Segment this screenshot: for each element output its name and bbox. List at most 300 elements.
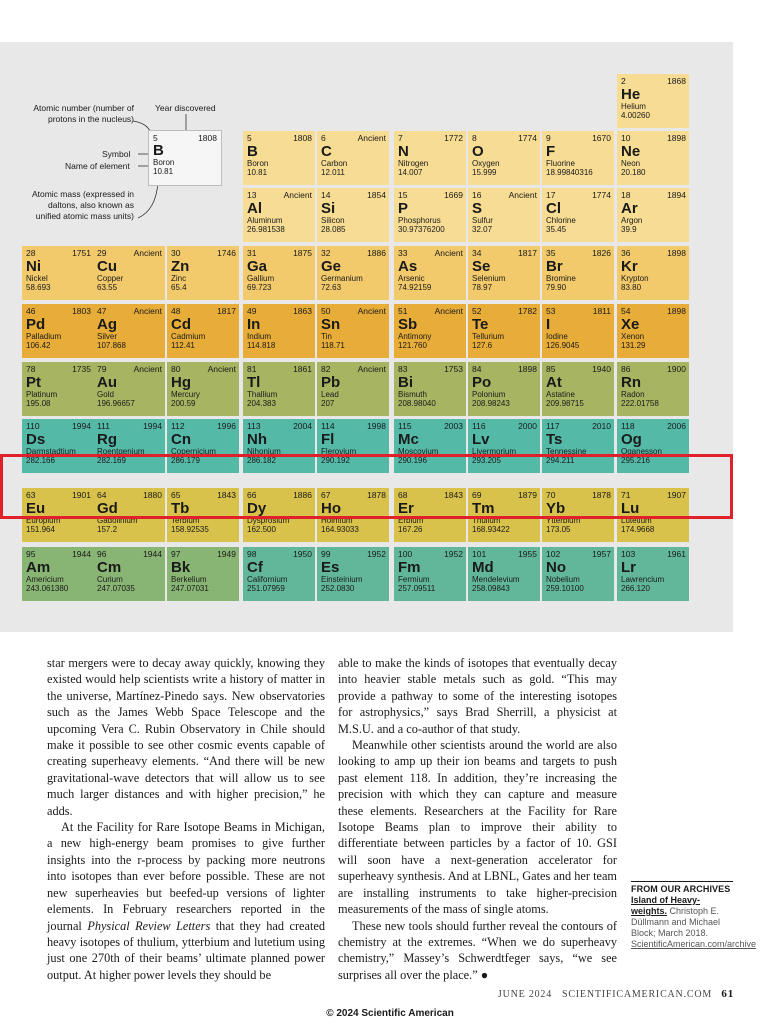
atomic-mass: 4.00260 bbox=[621, 111, 650, 120]
element-cell-einsteinium bbox=[317, 547, 389, 601]
atomic-number: 35 bbox=[546, 248, 556, 258]
element-name: Gallium bbox=[247, 274, 275, 283]
element-cell-silver bbox=[93, 304, 165, 358]
atomic-mass: 32.07 bbox=[472, 225, 493, 234]
year-discovered: Ancient bbox=[357, 306, 386, 316]
year-discovered: 1803 bbox=[72, 306, 91, 316]
year-discovered: 1898 bbox=[667, 248, 686, 258]
element-symbol: Pt bbox=[26, 374, 41, 391]
element-name: Bromine bbox=[546, 274, 576, 283]
atomic-mass: 30.97376200 bbox=[398, 225, 445, 234]
year-discovered: 1843 bbox=[444, 490, 463, 500]
year-discovered: Ancient bbox=[133, 364, 162, 374]
element-symbol: Bk bbox=[171, 559, 191, 576]
element-symbol: Cm bbox=[97, 559, 122, 576]
atomic-mass: 127.6 bbox=[472, 341, 493, 350]
element-cell-fermium bbox=[394, 547, 466, 601]
element-cell-carbon bbox=[317, 131, 389, 185]
year-discovered: 1863 bbox=[293, 306, 312, 316]
archives-article-link[interactable]: Island of Heavy-weights. bbox=[631, 895, 701, 916]
element-name: Astatine bbox=[546, 390, 575, 399]
element-cell-gold bbox=[93, 362, 165, 416]
atomic-number: 2 bbox=[621, 76, 626, 86]
atomic-mass: 252.0830 bbox=[321, 584, 355, 593]
element-name: Cadmium bbox=[171, 332, 206, 341]
element-cell-helium bbox=[617, 74, 689, 128]
element-name: Roentgenium bbox=[97, 447, 145, 456]
atomic-number: 30 bbox=[171, 248, 181, 258]
legend-name-label: Name of element bbox=[65, 161, 130, 171]
atomic-mass: 294.211 bbox=[546, 456, 575, 465]
element-cell-zinc bbox=[167, 246, 239, 300]
year-discovered: 1898 bbox=[667, 306, 686, 316]
atomic-mass: 14.007 bbox=[398, 168, 423, 177]
element-symbol: Tl bbox=[247, 374, 261, 391]
element-cell-oganesson bbox=[617, 419, 689, 473]
element-symbol: Si bbox=[321, 200, 336, 217]
element-name: Fluorine bbox=[546, 159, 575, 168]
element-name: Indium bbox=[247, 332, 272, 341]
atomic-number: 96 bbox=[97, 549, 107, 559]
year-discovered: 1670 bbox=[592, 133, 611, 143]
element-cell-phosphorus bbox=[394, 188, 466, 242]
atomic-mass: 157.2 bbox=[97, 525, 118, 534]
atomic-number: 16 bbox=[472, 190, 482, 200]
atomic-mass: 83.80 bbox=[621, 283, 642, 292]
atomic-number: 114 bbox=[321, 421, 335, 431]
year-discovered: 1944 bbox=[143, 549, 162, 559]
element-cell-copper bbox=[93, 246, 165, 300]
element-cell-selenium bbox=[468, 246, 540, 300]
element-cell-nickel bbox=[22, 246, 94, 300]
year-discovered: 1952 bbox=[367, 549, 386, 559]
atomic-number: 100 bbox=[398, 549, 413, 559]
element-cell-silicon bbox=[317, 188, 389, 242]
element-cell-lead bbox=[317, 362, 389, 416]
element-cell-erbium bbox=[394, 488, 466, 542]
element-cell-iodine bbox=[542, 304, 614, 358]
element-symbol: Br bbox=[546, 258, 563, 275]
year-discovered: Ancient bbox=[357, 133, 386, 143]
year-discovered: 1879 bbox=[518, 490, 537, 500]
element-symbol: Ni bbox=[26, 258, 41, 275]
atomic-number: 70 bbox=[546, 490, 556, 500]
atomic-mass: 28.085 bbox=[321, 225, 346, 234]
atomic-mass: 118.71 bbox=[321, 341, 345, 350]
legend-symbol-label: Symbol bbox=[102, 149, 131, 159]
element-name: Mendelevium bbox=[472, 575, 520, 584]
atomic-number: 10 bbox=[621, 133, 631, 143]
element-symbol: Es bbox=[321, 559, 340, 576]
atomic-mass: 39.9 bbox=[621, 225, 637, 234]
atomic-mass: 247.07035 bbox=[97, 584, 135, 593]
page-number: 61 bbox=[721, 988, 734, 1000]
atomic-number: 7 bbox=[398, 133, 403, 143]
element-cell-neon bbox=[617, 131, 689, 185]
atomic-number: 69 bbox=[472, 490, 482, 500]
atomic-mass: 258.09843 bbox=[472, 584, 510, 593]
atomic-mass: 151.964 bbox=[26, 525, 55, 534]
element-cell-gadolinium bbox=[93, 488, 165, 542]
atomic-number: 118 bbox=[621, 421, 635, 431]
atomic-number: 115 bbox=[398, 421, 412, 431]
element-name: Oxygen bbox=[472, 159, 500, 168]
atomic-mass: 15.999 bbox=[472, 168, 497, 177]
atomic-mass: 79.90 bbox=[546, 283, 567, 292]
element-name: Darmstadtium bbox=[26, 447, 76, 456]
element-cell-cadmium bbox=[167, 304, 239, 358]
element-symbol: F bbox=[546, 143, 556, 160]
year-discovered: 1950 bbox=[293, 549, 312, 559]
year-discovered: 1961 bbox=[667, 549, 686, 559]
year-discovered: 1878 bbox=[367, 490, 386, 500]
element-name: Polonium bbox=[472, 390, 506, 399]
atomic-mass: 65.4 bbox=[171, 283, 187, 292]
element-name: Mercury bbox=[171, 390, 200, 399]
element-cell-mendelevium bbox=[468, 547, 540, 601]
element-cell-germanium bbox=[317, 246, 389, 300]
element-name: Oganesson bbox=[621, 447, 662, 456]
element-name: Arsenic bbox=[398, 274, 425, 283]
atomic-number: 101 bbox=[472, 549, 487, 559]
element-name: Lead bbox=[321, 390, 339, 399]
atomic-mass: 158.92535 bbox=[171, 525, 209, 534]
year-discovered: 1826 bbox=[592, 248, 611, 258]
element-name: Americium bbox=[26, 575, 64, 584]
element-cell-bismuth bbox=[394, 362, 466, 416]
year-discovered: 1774 bbox=[518, 133, 537, 143]
atomic-mass: 164.93033 bbox=[321, 525, 359, 534]
element-cell-nihonium bbox=[243, 419, 315, 473]
element-name: Thulium bbox=[472, 516, 501, 525]
element-symbol: Ga bbox=[247, 258, 268, 275]
atomic-mass: 282.166 bbox=[26, 456, 55, 465]
element-symbol: Er bbox=[398, 500, 414, 517]
year-discovered: 1868 bbox=[667, 76, 686, 86]
legend-sample-cell bbox=[148, 130, 222, 186]
element-symbol: Md bbox=[472, 559, 494, 576]
year-discovered: Ancient bbox=[434, 248, 463, 258]
page-footer bbox=[498, 988, 734, 1000]
element-cell-darmstadtium bbox=[22, 419, 94, 473]
atomic-number: 63 bbox=[26, 490, 36, 500]
element-name: Krypton bbox=[621, 274, 649, 283]
element-cell-terbium bbox=[167, 488, 239, 542]
element-name: Platinum bbox=[26, 390, 58, 399]
article-col1-paragraph-2 bbox=[47, 819, 325, 983]
atomic-mass: 162.500 bbox=[247, 525, 276, 534]
atomic-mass: 208.98243 bbox=[472, 399, 510, 408]
element-symbol: Yb bbox=[546, 500, 566, 517]
element-name: Gadolinium bbox=[97, 516, 138, 525]
footer-date: JUNE 2024 bbox=[497, 989, 553, 1000]
atomic-number: 95 bbox=[26, 549, 36, 559]
year-discovered: 1886 bbox=[293, 490, 312, 500]
element-cell-chlorine bbox=[542, 188, 614, 242]
atomic-number: 86 bbox=[621, 364, 631, 374]
year-discovered: 1878 bbox=[592, 490, 611, 500]
element-symbol: Lr bbox=[621, 559, 636, 576]
element-symbol: As bbox=[398, 258, 418, 275]
atomic-number: 29 bbox=[97, 248, 107, 258]
element-cell-antimony bbox=[394, 304, 466, 358]
copyright-notice: © 2024 Scientific American bbox=[326, 1008, 454, 1019]
element-cell-moscovium bbox=[394, 419, 466, 473]
legend-atomic-number-label bbox=[24, 103, 134, 125]
element-cell-flerovium bbox=[317, 419, 389, 473]
article-column-2 bbox=[338, 655, 617, 983]
element-name: Copernicium bbox=[171, 447, 216, 456]
atomic-number: 18 bbox=[621, 190, 631, 200]
atomic-mass: 222.01758 bbox=[621, 399, 659, 408]
atomic-number: 81 bbox=[247, 364, 257, 374]
element-symbol: Po bbox=[472, 374, 492, 391]
atomic-mass: 18.99840316 bbox=[546, 168, 593, 177]
element-cell-xenon bbox=[617, 304, 689, 358]
element-name: Nickel bbox=[26, 274, 48, 283]
element-symbol: Fm bbox=[398, 559, 421, 576]
element-symbol: Eu bbox=[26, 500, 46, 517]
atomic-mass: 121.760 bbox=[398, 341, 427, 350]
atomic-number: 48 bbox=[171, 306, 181, 316]
atomic-number: 13 bbox=[247, 190, 257, 200]
year-discovered: 1735 bbox=[72, 364, 91, 374]
atomic-mass: 196.96657 bbox=[97, 399, 135, 408]
element-symbol: At bbox=[546, 374, 562, 391]
element-name: Antimony bbox=[398, 332, 432, 341]
atomic-number: 8 bbox=[472, 133, 477, 143]
periodic-table-graphic bbox=[0, 42, 733, 632]
atomic-mass: 69.723 bbox=[247, 283, 272, 292]
atomic-mass: 58.693 bbox=[26, 283, 51, 292]
element-name: Livermorium bbox=[472, 447, 517, 456]
element-name: Tennessine bbox=[546, 447, 587, 456]
atomic-mass: 131.29 bbox=[621, 341, 646, 350]
year-discovered: 1746 bbox=[217, 248, 236, 258]
year-discovered: 1940 bbox=[592, 364, 611, 374]
element-symbol: N bbox=[398, 143, 409, 160]
atomic-number: 6 bbox=[321, 133, 326, 143]
atomic-mass: 106.42 bbox=[26, 341, 51, 350]
element-cell-polonium bbox=[468, 362, 540, 416]
year-discovered: 1669 bbox=[444, 190, 463, 200]
element-name: Copper bbox=[97, 274, 124, 283]
element-cell-dysprosium bbox=[243, 488, 315, 542]
element-cell-ytterbium bbox=[542, 488, 614, 542]
element-name: Ytterbium bbox=[546, 516, 581, 525]
legend-atomic-number-line-2: protons in the nucleus) bbox=[48, 114, 134, 124]
year-discovered: 1955 bbox=[518, 549, 537, 559]
element-cell-krypton bbox=[617, 246, 689, 300]
element-name: Nitrogen bbox=[398, 159, 429, 168]
year-discovered: 2010 bbox=[592, 421, 611, 431]
atomic-number: 51 bbox=[398, 306, 408, 316]
element-name: Radon bbox=[621, 390, 645, 399]
atomic-number: 102 bbox=[546, 549, 561, 559]
element-symbol: Dy bbox=[247, 500, 267, 517]
atomic-number: 110 bbox=[26, 421, 40, 431]
atomic-mass: 208.98040 bbox=[398, 399, 436, 408]
from-our-archives-sidebar bbox=[631, 881, 757, 950]
element-name: Helium bbox=[621, 102, 646, 111]
year-discovered: 1782 bbox=[518, 306, 537, 316]
year-discovered: 1753 bbox=[444, 364, 463, 374]
atomic-number: 67 bbox=[321, 490, 331, 500]
year-discovered: 1861 bbox=[293, 364, 312, 374]
atomic-number: 9 bbox=[546, 133, 551, 143]
element-symbol: Sb bbox=[398, 316, 418, 333]
atomic-number: 5 bbox=[247, 133, 252, 143]
element-name: Moscovium bbox=[398, 447, 439, 456]
atomic-mass: 200.59 bbox=[171, 399, 196, 408]
element-symbol: Sn bbox=[321, 316, 341, 333]
element-cell-boron bbox=[243, 131, 315, 185]
year-discovered: 1817 bbox=[217, 306, 236, 316]
footer-site[interactable]: SCIENTIFICAMERICAN.COM bbox=[561, 989, 713, 1000]
element-cell-bromine bbox=[542, 246, 614, 300]
atomic-mass: 290.196 bbox=[398, 456, 427, 465]
year-discovered: 1854 bbox=[367, 190, 386, 200]
element-cell-mercury bbox=[167, 362, 239, 416]
element-symbol: B bbox=[247, 143, 258, 160]
article-col1-paragraph-2-text: At the Facility for Rare Isotope Beams in Michigan, a new high-energy beam promises to give further insights into the r-process by packing more neutrons into isotopes than ever before possible. These are not new superheavies but beefed-up versions of lighter elements. In February researchers reported in the journal bbox=[47, 820, 325, 933]
year-discovered: Ancient bbox=[133, 248, 162, 258]
atomic-mass: 63.55 bbox=[97, 283, 118, 292]
element-name: Xenon bbox=[621, 332, 645, 341]
legend-sample-year: 1808 bbox=[198, 133, 217, 143]
element-symbol: Og bbox=[621, 431, 642, 448]
atomic-mass: 195.08 bbox=[26, 399, 51, 408]
atomic-number: 28 bbox=[26, 248, 36, 258]
atomic-number: 98 bbox=[247, 549, 257, 559]
element-symbol: Fl bbox=[321, 431, 335, 448]
year-discovered: 1949 bbox=[217, 549, 236, 559]
element-name: Curium bbox=[97, 575, 123, 584]
element-name: Lutetium bbox=[621, 516, 652, 525]
atomic-mass: 243.061380 bbox=[26, 584, 69, 593]
atomic-mass: 35.45 bbox=[546, 225, 567, 234]
element-symbol: Ds bbox=[26, 431, 46, 448]
atomic-mass: 207 bbox=[321, 399, 335, 408]
element-symbol: Lv bbox=[472, 431, 490, 448]
element-cell-gallium bbox=[243, 246, 315, 300]
element-name: Dysprosium bbox=[247, 516, 290, 525]
element-cell-roentgenium bbox=[93, 419, 165, 473]
atomic-number: 113 bbox=[247, 421, 261, 431]
atomic-number: 82 bbox=[321, 364, 331, 374]
journal-name: Physical Review Letters bbox=[87, 918, 211, 933]
year-discovered: 1944 bbox=[72, 549, 91, 559]
element-name: Germanium bbox=[321, 274, 363, 283]
year-discovered: Ancient bbox=[357, 364, 386, 374]
element-name: Zinc bbox=[171, 274, 187, 283]
element-cell-europium bbox=[22, 488, 94, 542]
element-symbol: Rg bbox=[97, 431, 117, 448]
element-name: Fermium bbox=[398, 575, 430, 584]
element-symbol: Ho bbox=[321, 500, 341, 517]
element-name: Carbon bbox=[321, 159, 348, 168]
atomic-mass: 295.216 bbox=[621, 456, 650, 465]
element-symbol: Tb bbox=[171, 500, 190, 517]
element-name: Berkelium bbox=[171, 575, 207, 584]
legend-atomic-number-line-1: Atomic number (number of bbox=[33, 103, 134, 113]
element-name: Selenium bbox=[472, 274, 506, 283]
year-discovered: Ancient bbox=[283, 190, 312, 200]
element-name: Europium bbox=[26, 516, 61, 525]
element-symbol: Gd bbox=[97, 500, 118, 517]
archives-url-link[interactable]: ScientificAmerican.com/archive bbox=[631, 939, 757, 949]
element-symbol: Mc bbox=[398, 431, 419, 448]
atomic-number: 47 bbox=[97, 306, 107, 316]
atomic-mass: 74.92159 bbox=[398, 283, 432, 292]
year-discovered: 2003 bbox=[444, 421, 463, 431]
article-col2-paragraph-1: able to make the kinds of isotopes that eventually decay into heavier stable metals such as gold. “This may provide a pathway to some of the interesting isotopes for astrophysics,” says Brad Sherrill, a physicist at M.S.U. and a co-author of that study. bbox=[338, 656, 617, 736]
article-col1-paragraph-2-continued: that they had created heavy isotopes of thulium, ytterbium and lutetium using just one 270th of their beams’ ultimate planned power output. At higher power levels they should be bbox=[47, 918, 325, 982]
year-discovered: 1994 bbox=[143, 421, 162, 431]
element-symbol: Lu bbox=[621, 500, 640, 517]
element-symbol: Rn bbox=[621, 374, 641, 391]
year-discovered: 1907 bbox=[667, 490, 686, 500]
element-name: Phosphorus bbox=[398, 216, 441, 225]
element-symbol: C bbox=[321, 143, 332, 160]
article-col2-paragraph-3: These new tools should further reveal the contours of chemistry at the extremes. “When we do superheavy chemistry,” Massey’s Schwerdtfeger says, “we see surprises all over the place.” ● bbox=[338, 918, 617, 982]
atomic-number: 32 bbox=[321, 248, 331, 258]
element-cell-nobelium bbox=[542, 547, 614, 601]
element-name: Argon bbox=[621, 216, 643, 225]
article-column-1 bbox=[47, 655, 325, 983]
article-col1-paragraph-1: star mergers were to decay away quickly, knowing they existed would help scientists write a history of matter in the universe, Martínez-Pinedo says. New observatories such as the James Webb Space Telescope and the upcoming Vera C. Rubin Observatory in Chile should make it possible to see other cosmic events capable of creating superheavy elements. “And there will be new gravitational-wave detectors that will allow us to see much larger distances and with higher precision,” he adds. bbox=[47, 656, 325, 818]
atomic-number: 17 bbox=[546, 190, 556, 200]
atomic-mass: 266.120 bbox=[621, 584, 650, 593]
year-discovered: 2004 bbox=[293, 421, 312, 431]
atomic-mass: 204.383 bbox=[247, 399, 276, 408]
atomic-mass: 259.10100 bbox=[546, 584, 584, 593]
atomic-number: 68 bbox=[398, 490, 408, 500]
element-cell-sulfur bbox=[468, 188, 540, 242]
legend-mass-label bbox=[24, 189, 134, 222]
year-discovered: 1875 bbox=[293, 248, 312, 258]
year-discovered: 1774 bbox=[592, 190, 611, 200]
element-symbol: Cl bbox=[546, 200, 561, 217]
element-symbol: Xe bbox=[621, 316, 640, 333]
atomic-number: 34 bbox=[472, 248, 482, 258]
atomic-number: 66 bbox=[247, 490, 257, 500]
element-cell-lawrencium bbox=[617, 547, 689, 601]
atomic-number: 80 bbox=[171, 364, 181, 374]
element-symbol: Ne bbox=[621, 143, 641, 160]
element-symbol: Nh bbox=[247, 431, 267, 448]
atomic-mass: 78.97 bbox=[472, 283, 493, 292]
element-symbol: Ts bbox=[546, 431, 563, 448]
element-symbol: Hg bbox=[171, 374, 191, 391]
element-symbol: Kr bbox=[621, 258, 638, 275]
element-cell-astatine bbox=[542, 362, 614, 416]
element-cell-tellurium bbox=[468, 304, 540, 358]
atomic-number: 15 bbox=[398, 190, 408, 200]
element-cell-curium bbox=[93, 547, 165, 601]
element-name: Sulfur bbox=[472, 216, 493, 225]
element-symbol: O bbox=[472, 143, 484, 160]
atomic-number: 53 bbox=[546, 306, 556, 316]
element-cell-radon bbox=[617, 362, 689, 416]
archives-heading: FROM OUR ARCHIVES bbox=[631, 884, 731, 894]
year-discovered: 1957 bbox=[592, 549, 611, 559]
atomic-number: 111 bbox=[97, 421, 110, 431]
element-cell-tennessine bbox=[542, 419, 614, 473]
element-cell-arsenic bbox=[394, 246, 466, 300]
legend-mass-line-1: Atomic mass (expressed in bbox=[31, 189, 134, 199]
atomic-mass: 286.179 bbox=[171, 456, 200, 465]
